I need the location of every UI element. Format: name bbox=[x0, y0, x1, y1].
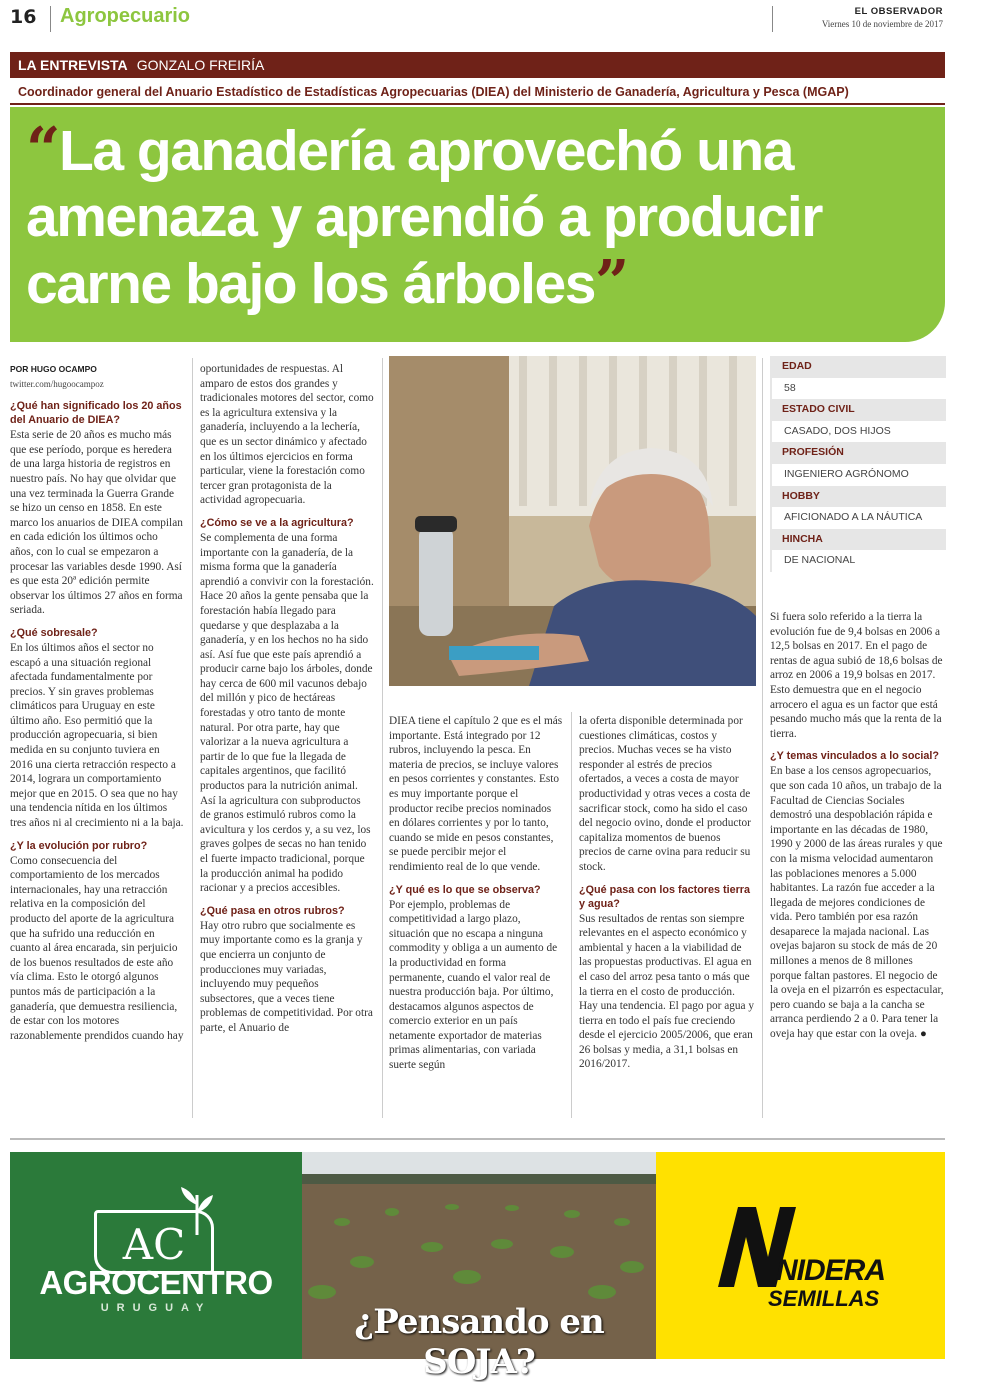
nidera-subtitle: SEMILLAS bbox=[768, 1286, 880, 1311]
byline: POR HUGO OCAMPO bbox=[10, 364, 97, 374]
masthead: EL OBSERVADOR bbox=[854, 6, 943, 17]
question: ¿Qué pasa con los factores tierra y agua? bbox=[579, 883, 751, 910]
answer-text: En base a los censos agropecuarios, que son cada 10 años, un trabajo de la Facultad de Ciencias Sociales demostró una despoblación rápida e importante en las décadas de 1980, 1990 y 2000 de las áreas rurales y que con la misma velocidad aumentaron las poblaciones menores a 5.000 habitantes. La razón fue acceder a la llegada de mejores condiciones de vida. Pero también por esa razón desaparece la majada nacional. Las ovejas bajaron su stock de más de 20 millones a menos de 8 millones porque faltan pastores. El negocio de la oveja en el pizarrón es espectacular, pero cuando se baja a la cancha se arranca perdiendo 2 a 0. Para tener la oveja hay que estar con la oveja. bbox=[770, 765, 944, 1041]
column-divider bbox=[382, 358, 383, 1118]
question: ¿Cómo se ve a la agricultura? bbox=[200, 516, 354, 529]
column-divider bbox=[762, 358, 763, 1118]
nidera-ad[interactable] bbox=[656, 1152, 945, 1359]
answer-paragraph: Como consecuencia del comportamiento de los mercados internacionales, hay una retracción relativa en la composición del producto del aporte de la agricultura que ha sufrido una reducción en cuanto al área encarada, sin perjuicio de los buenos resultados de este año vía clima. Esto le otorgó algunos puntos más de participación a la ganadería, que demuestra resiliencia, de estar con los motores razonablemente prendidos cuando hay bbox=[10, 854, 184, 1042]
answer-paragraph: Se complementa de una forma importante con la ganadería, de la misma forma que la ganadería aprendió a convivir con la forestación. Hace 20 años la gente pensaba que la forestación había llegado para quedarse y que desplazaba a la ganadería, y en los hechos no ha sido así. Así fue que este país aprendió a producir carne bajo los árboles, donde hay cerca de 600 mil vacunos debajo del millón y pico de hectáreas forestadas y otro tanto de monte natural. Por otra parte, hay que valorizar a la nueva agricultura a partir de lo que fue la llegada de capitales argentinos, que facilitó productos para la nutrición animal. Así la agricultura con subproductos de granos estimuló rubros como la avicultura y los cerdos y, a su vez, los graves golpes de secas no han tenido el fuerte impacto tradicional, porque la producción animal ha podido racionar y a precios accesibles. bbox=[200, 531, 374, 895]
end-mark: ● bbox=[919, 1028, 927, 1041]
soy-field-ad[interactable] bbox=[302, 1152, 656, 1382]
answer-paragraph: DIEA tiene el capítulo 2 que es el más importante. Está integrado por 12 rubros, incluyendo la pesca. En materia de precios, se incluye valores en pesos corrientes y constantes. Esto es muy importante porque el productor recibe precios nominados en dólares corrientes y por lo tanto, cuando se mide en pesos constantes, se puede percibir mejor el rendimiento real de lo que vende. bbox=[389, 715, 563, 873]
fact-value: DE NACIONAL bbox=[770, 550, 946, 572]
agrocentro-name: AGROCENTRO bbox=[39, 1264, 273, 1301]
agrocentro-monogram: AC bbox=[122, 1220, 186, 1269]
answer-paragraph: oportunidades de respuestas. Al amparo de estos dos grandes y tradicionales motores del sector, como es la agricultura extensiva y la ganadería, incluyendo a la lechería, que es un sector dinámico y afectado en los últimos ejercicios en forma particular, viene la forestación como tercer gran protagonista de la actividad agropecuaria. bbox=[200, 363, 374, 507]
answer-paragraph bbox=[770, 764, 946, 1041]
fact-label: PROFESIÓN bbox=[770, 442, 946, 464]
header-divider bbox=[50, 6, 51, 32]
answer-paragraph: Esta serie de 20 años es mucho más que ese período, porque es heredera de una larga historia de registros en nuestro país. No hay que olvidar que una vez terminada la Guerra Grande se hizo un censo en 1858. En este marco los anuarios de DIEA compilan en cada edición los últimos ocho años, con lo cual se empezaron a procesar las variables desde 1990. Así es que esta 20ª edición permite observar los últimos 27 años en forma seriada. bbox=[10, 429, 183, 617]
fact-label: ESTADO CIVIL bbox=[770, 399, 946, 421]
author-twitter[interactable]: twitter.com/hugoocampoz bbox=[10, 378, 104, 389]
headline-text: La ganadería aprovechó una amenaza y aprendió a producir carne bajo los árboles bbox=[26, 119, 822, 316]
question: ¿Qué pasa en otros rubros? bbox=[200, 904, 345, 917]
question: ¿Qué han significado los 20 años del Anuario de DIEA? bbox=[10, 400, 182, 427]
page-number: 16 bbox=[10, 6, 37, 28]
ad-slogan: ¿Pensando en SOJA? bbox=[354, 1302, 604, 1382]
article-column-4 bbox=[579, 714, 755, 1078]
question: ¿Y qué es lo que se observa? bbox=[389, 883, 541, 896]
divider bbox=[10, 103, 945, 105]
answer-paragraph: la oferta disponible determinada por cuestiones climáticas, costos y precios. Muchas veces se ha visto responder al estrés de precios ofertados, a veces a costa de mayor productividad y otras veces a costa de sacrificar stock, como ha sido el caso del negocio ovino, donde el productor capitaliza momentos de buenos precios de carne ovina para reducir su stock. bbox=[579, 715, 751, 873]
fact-value: INGENIERO AGRÓNOMO bbox=[770, 464, 946, 486]
fact-value: 58 bbox=[770, 378, 946, 400]
answer-paragraph: Por ejemplo, problemas de competitividad a largo plazo, situación que no escapa a ninguna commodity y obliga a un aumento de la productividad en forma permanente, cuando el valor real de nuestra producción baja. Por último, destacamos algunos aspectos de comercio exterior en un país netamente exportador de materias primas alimentarias, con variada suerte según bbox=[389, 898, 558, 1072]
interview-label: LA ENTREVISTA bbox=[18, 57, 128, 73]
answer-paragraph: En los últimos años el sector no escapó a una situación regional afectada fundamentalmente por precios. Y sin graves problemas climáticos para Uruguay en este último año. Eso permitió que la producción agropecuaria, si bien medida en su conjunto tuviera en 2016 una cierta retracción respecto a 2014, lograra un comportamiento mejor que en 2015. O sea que no hay una tendencia nítida en los últimos tres años ni al crecimiento ni a la baja. bbox=[10, 641, 184, 830]
question: ¿Qué sobresale? bbox=[10, 626, 98, 639]
answer-paragraph: Hay otro rubro que socialmente es muy importante como es la granja y que encierra un conjunto de producciones muy variadas, incluyendo muy pequeños subsectores, que a veces tiene problemas de competitividad. Por otra parte, el Anuario de bbox=[200, 919, 373, 1034]
headline bbox=[26, 117, 931, 317]
fact-label: HOBBY bbox=[770, 486, 946, 508]
leaf-icon bbox=[177, 1185, 217, 1235]
close-quote: ” bbox=[594, 248, 628, 318]
interviewee-name: GONZALO FREIRÍA bbox=[136, 57, 265, 73]
interviewee-photo bbox=[389, 356, 756, 686]
advertisement[interactable] bbox=[10, 1152, 945, 1382]
answer-paragraph: Sus resultados de rentas son siempre relevantes en el aspecto económico y ambiental y hacen a la viabilidad de las propuestas productivas. El agua en el caso del arroz pesa tanto o más que la tierra en el costo de producción. Hay una tendencia. El pago por agua y tierra en todo el país fue creciendo desde el ejercicio 2005/2006, que eran 26 bolsas y media, a 31,1 bolsas en 2016/2017. bbox=[579, 912, 755, 1071]
agrocentro-country: URUGUAY bbox=[100, 1302, 212, 1314]
section-title: Agropecuario bbox=[60, 5, 191, 27]
article-column-5 bbox=[770, 610, 946, 1048]
fact-value: AFICIONADO A LA NÁUTICA bbox=[770, 507, 946, 529]
column-divider bbox=[192, 358, 193, 1118]
page-header bbox=[10, 4, 945, 36]
question: ¿Y temas vinculados a lo social? bbox=[770, 750, 940, 763]
headline-box bbox=[10, 107, 945, 342]
fact-sidebar bbox=[770, 356, 946, 572]
nidera-name: NIDERA bbox=[776, 1254, 886, 1287]
answer-paragraph: Si fuera solo referido a la tierra la evolución fue de 9,4 bolsas en 2006 a 12,5 bolsas en 2017. En el pago de rentas de agua subió de 18,6 bolsas de arroz en 2006 a 19,9 bolsas en 2017. Esto demuestra que en el negocio arrocero el agua es un factor que está pesando mucho más que la renta de la tierra. bbox=[770, 611, 943, 740]
fact-value: CASADO, DOS HIJOS bbox=[770, 421, 946, 443]
article-column-3 bbox=[389, 714, 563, 1079]
interviewee-role: Coordinador general del Anuario Estadístico de Estadísticas Agropecuarias (DIEA) del Ministerio de Ganadería, Agricultura y Pesca (MGAP) bbox=[18, 85, 849, 99]
fact-label: HINCHA bbox=[770, 529, 946, 551]
issue-date: Viernes 10 de noviembre de 2017 bbox=[821, 19, 943, 29]
article-column-2 bbox=[200, 362, 374, 1042]
fact-label: EDAD bbox=[770, 356, 946, 378]
header-divider bbox=[772, 6, 773, 32]
ad-divider bbox=[10, 1138, 945, 1140]
article-column-1 bbox=[10, 362, 184, 1049]
interview-strip bbox=[10, 52, 945, 78]
question: ¿Y la evolución por rubro? bbox=[10, 839, 148, 852]
column-divider bbox=[571, 712, 572, 1118]
agrocentro-ad[interactable] bbox=[10, 1152, 302, 1359]
photo-illustration bbox=[389, 356, 756, 686]
open-quote: “ bbox=[26, 115, 60, 185]
